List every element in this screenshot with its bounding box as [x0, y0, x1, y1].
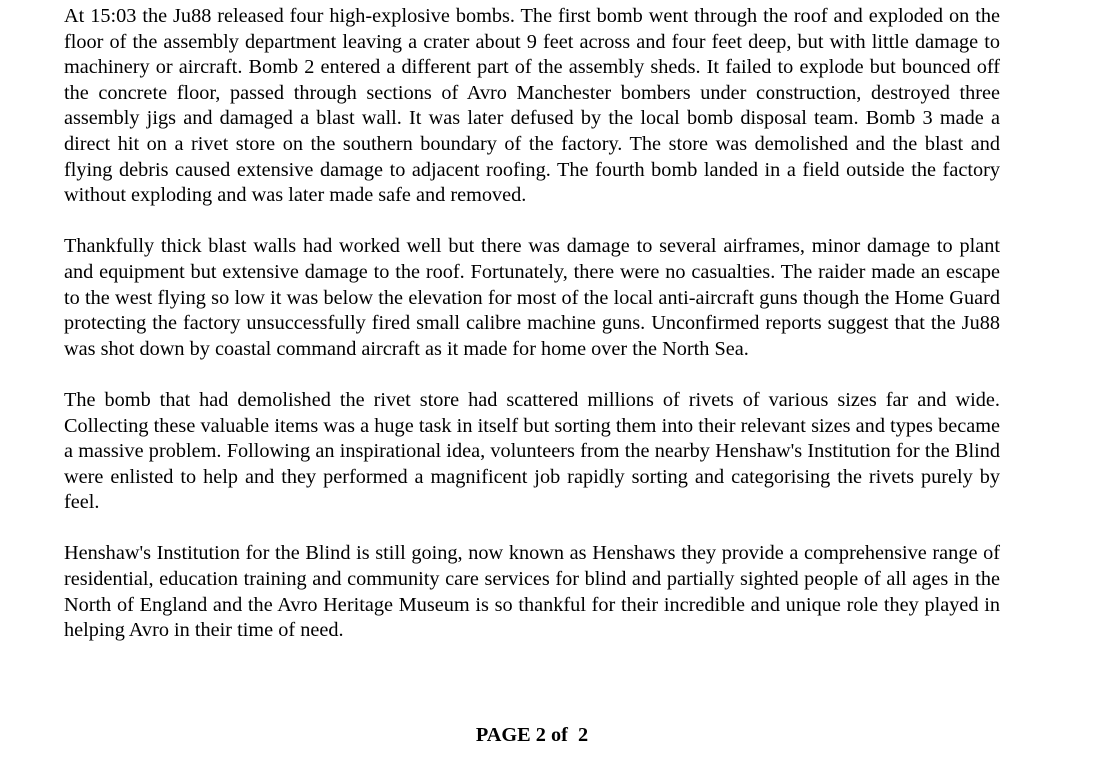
- paragraph-damage-and-escape: Thankfully thick blast walls had worked well but there was damage to several airframes, minor damage to plant and equipment but extensive damage to the roof. Fortunately, there were no casualties. The raider made an escape to the west flying so low it was below the elevation for most of the local anti-aircraft guns though the Home Guard protecting the factory unsuccessfully fired small calibre machine guns. Unconfirmed reports suggest that the Ju88 was shot down by coastal command aircraft as it made for home over the North Sea.: [64, 235, 1000, 360]
- paragraph-rivet-sorting: The bomb that had demolished the rivet store had scattered millions of rivets of various sizes far and wide. Collecting these valuable items was a huge task in itself but sorting them into their relevant sizes and types became a massive problem. Following an inspirational idea, volunteers from the nearby Henshaw's Institution for the Blind were enlisted to help and they performed a magnificent job rapidly sorting and categorising the rivets purely by feel.: [64, 388, 1000, 514]
- document-body: [64, 4, 1000, 669]
- paragraph-bombing-account: At 15:03 the Ju88 released four high-explosive bombs. The first bomb went through the roof and exploded on the floor of the assembly department leaving a crater about 9 feet across and four feet deep, but with little damage to machinery or aircraft. Bomb 2 entered a different part of the assembly sheds. It failed to explode but bounced off the concrete floor, passed through sections of Avro Manchester bombers under construction, destroyed three assembly jigs and damaged a blast wall. It was later defused by the local bomb disposal team. Bomb 3 made a direct hit on a rivet store on the southern boundary of the factory. The store was demolished and the blast and flying debris caused extensive damage to adjacent roofing. The fourth bomb landed in a field outside the factory without exploding and was later made safe and removed.: [64, 5, 1000, 207]
- paragraph-henshaws: Henshaw's Institution for the Blind is still going, now known as Henshaws they provide a comprehensive range of residential, education training and community care services for blind and partially sighted people of all ages in the North of England and the Avro Heritage Museum is so thankful for their incredible and unique role they played in helping Avro in their time of need.: [64, 542, 1000, 642]
- page-number-footer: PAGE 2 of 2: [475, 724, 589, 746]
